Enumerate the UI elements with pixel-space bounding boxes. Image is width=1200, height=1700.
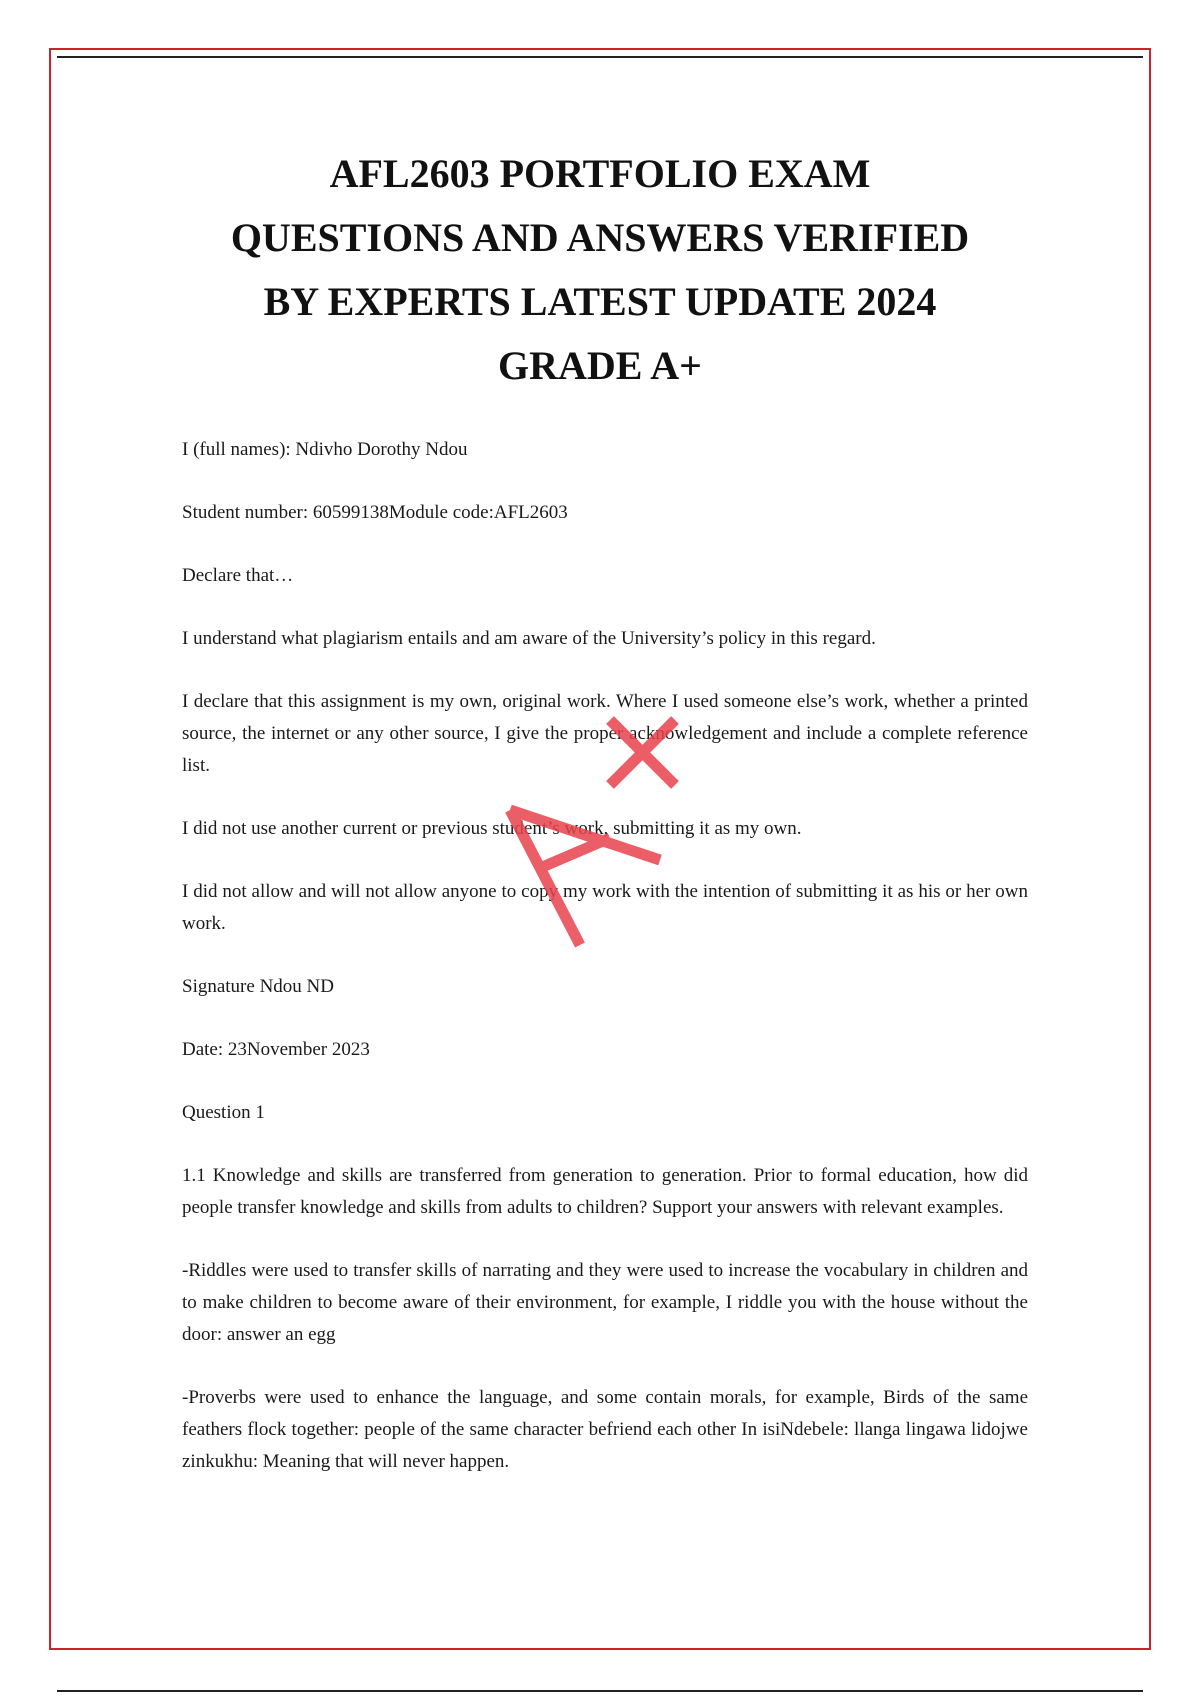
document-title: [150, 142, 1050, 398]
answer-riddles: -Riddles were used to transfer skills of narrating and they were used to increase the vocabulary in children and to make children to become aware of their environment, for example, I riddle you with the house without the door: answer an egg: [182, 1260, 1028, 1345]
date-line: Date: 23November 2023: [182, 1039, 370, 1060]
top-rule: [57, 56, 1143, 58]
full-names-line: I (full names): Ndivho Dorothy Ndou: [182, 439, 468, 460]
document-body: [182, 434, 1028, 1509]
no-copy-statement: I did not allow and will not allow anyone to copy my work with the intention of submitting it as his or her own work.: [182, 881, 1028, 934]
declare-line: Declare that…: [182, 565, 294, 586]
answer-proverbs: -Proverbs were used to enhance the language, and some contain morals, for example, Birds of the same feathers flock together: people of the same character befriend each other In isiNdebele: llanga lingawa lidojwe zinkukhu: Meaning that will never happen.: [182, 1387, 1028, 1472]
no-other-work-statement: I did not use another current or previous student’s work, submitting it as my own.: [182, 818, 802, 839]
title-line-4: GRADE A+: [498, 343, 702, 388]
original-work-statement: I declare that this assignment is my own, original work. Where I used someone else’s work, whether a printed source, the internet or any other source, I give the proper acknowledgement and include a complete reference list.: [182, 691, 1028, 776]
title-line-3: BY EXPERTS LATEST UPDATE 2024: [263, 279, 937, 324]
question-1-1: 1.1 Knowledge and skills are transferred from generation to generation. Prior to formal education, how did people transfer knowledge and skills from adults to children? Support your answers with relevant examples.: [182, 1165, 1028, 1218]
question-heading: Question 1: [182, 1102, 265, 1123]
signature-line: Signature Ndou ND: [182, 976, 334, 997]
plagiarism-statement: I understand what plagiarism entails and am aware of the University’s policy in this regard.: [182, 628, 876, 649]
student-number-line: Student number: 60599138Module code:AFL2603: [182, 502, 568, 523]
bottom-rule: [57, 1690, 1143, 1692]
title-line-2: QUESTIONS AND ANSWERS VERIFIED: [230, 215, 970, 260]
title-line-1: AFL2603 PORTFOLIO EXAM: [329, 151, 871, 196]
